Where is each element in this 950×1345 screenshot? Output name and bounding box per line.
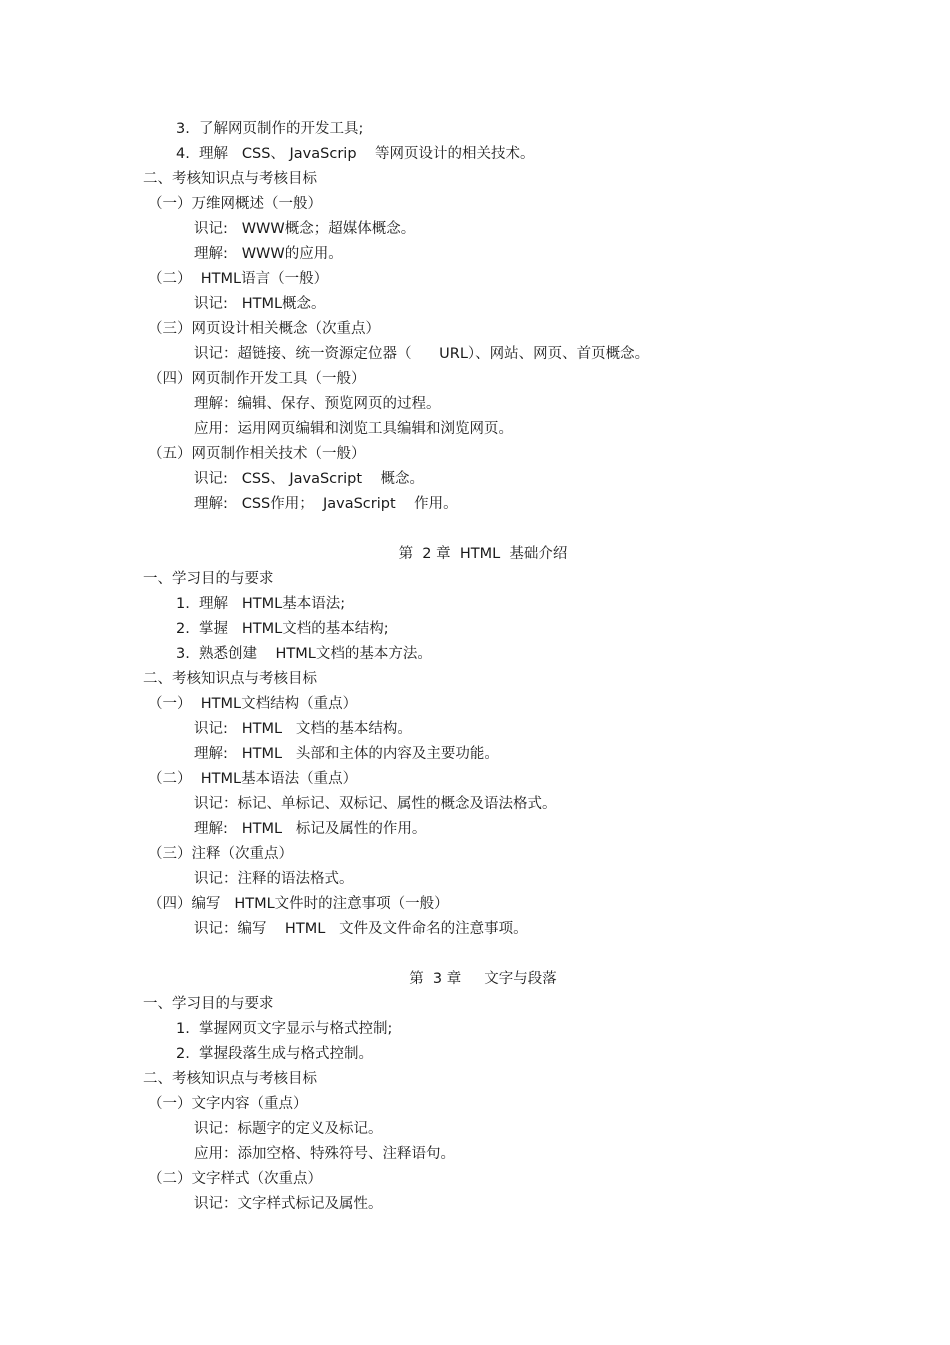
text-line: 识记: WWW概念；超媒体概念。 — [194, 221, 416, 237]
text-line: （二） HTML语言（一般） — [148, 271, 329, 287]
text-line: 应用：运用网页编辑和浏览工具编辑和浏览网页。 — [194, 421, 513, 437]
text-line: 理解: HTML 标记及属性的作用。 — [194, 821, 427, 837]
text-line: 识记：标记、单标记、双标记、属性的概念及语法格式。 — [194, 796, 557, 812]
text-line: （一） HTML文档结构（重点） — [148, 696, 358, 712]
text-line: （一）文字内容（重点） — [148, 1096, 308, 1112]
chapter-heading-text: 第 3 章 文字与段落 — [409, 971, 557, 987]
text-line: 识记：超链接、统一资源定位器（ URL）、网站、网页、首页概念。 — [194, 346, 650, 362]
text-line: 理解: HTML 头部和主体的内容及主要功能。 — [194, 746, 499, 762]
text-line: 识记：编写 HTML 文件及文件命名的注意事项。 — [194, 921, 528, 937]
text-line: 理解: CSS作用； JavaScript 作用。 — [194, 496, 458, 512]
chapter-heading — [0, 544, 950, 564]
text-line: （四）编写 HTML文件时的注意事项（一般） — [148, 896, 449, 912]
text-line: 3. 熟悉创建 HTML文档的基本方法。 — [176, 646, 432, 662]
text-line: 3. 了解网页制作的开发工具; — [176, 121, 364, 137]
text-line: 1. 掌握网页文字显示与格式控制; — [176, 1021, 393, 1037]
text-line: 4. 理解 CSS、 JavaScrip 等网页设计的相关技术。 — [176, 146, 535, 162]
text-line: （五）网页制作相关技术（一般） — [148, 446, 366, 462]
text-line: 识记: HTML 文档的基本结构。 — [194, 721, 412, 737]
chapter-heading-text: 第 2 章 HTML 基础介绍 — [398, 546, 568, 562]
text-line: 识记：文字样式标记及属性。 — [194, 1196, 383, 1212]
chapter-heading — [0, 969, 950, 989]
text-line: 一、学习目的与要求 — [143, 571, 274, 587]
text-line: 一、学习目的与要求 — [143, 996, 274, 1012]
text-line: 二、考核知识点与考核目标 — [143, 171, 317, 187]
text-line: 识记: HTML概念。 — [194, 296, 326, 312]
text-line: （三）注释（次重点） — [148, 846, 293, 862]
text-line: 2. 掌握 HTML文档的基本结构; — [176, 621, 389, 637]
text-line: 识记：标题字的定义及标记。 — [194, 1121, 383, 1137]
text-line: 二、考核知识点与考核目标 — [143, 1071, 317, 1087]
text-line: （四）网页制作开发工具（一般） — [148, 371, 366, 387]
text-line: 应用：添加空格、特殊符号、注释语句。 — [194, 1146, 455, 1162]
text-line: 1. 理解 HTML基本语法; — [176, 596, 346, 612]
text-line: 2. 掌握段落生成与格式控制。 — [176, 1046, 374, 1062]
text-line: （二）文字样式（次重点） — [148, 1171, 322, 1187]
text-line: 二、考核知识点与考核目标 — [143, 671, 317, 687]
text-line: 理解: WWW的应用。 — [194, 246, 343, 262]
text-line: 识记：注释的语法格式。 — [194, 871, 354, 887]
text-line: （三）网页设计相关概念（次重点） — [148, 321, 380, 337]
text-line: 理解：编辑、保存、预览网页的过程。 — [194, 396, 441, 412]
text-line: 识记: CSS、 JavaScript 概念。 — [194, 471, 424, 487]
text-line: （一）万维网概述（一般） — [148, 196, 322, 212]
text-line: （二） HTML基本语法（重点） — [148, 771, 358, 787]
